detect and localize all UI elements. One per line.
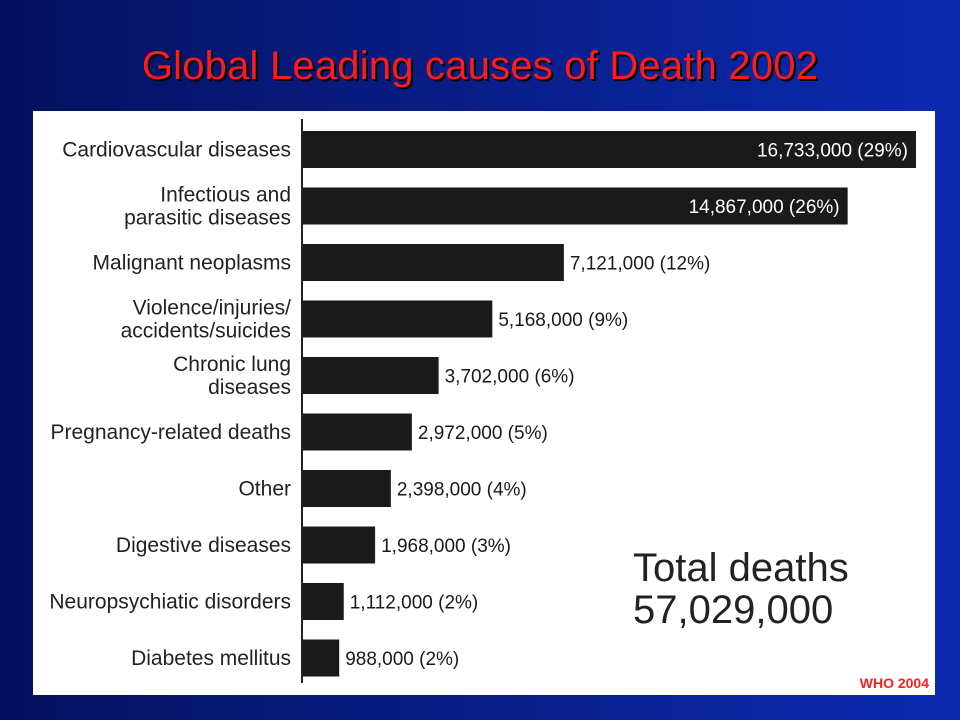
category-label-line: Cardiovascular diseases	[62, 138, 291, 162]
data-label-3: 5,168,000 (9%)	[498, 310, 629, 331]
bar-7	[303, 527, 375, 564]
category-label-2	[93, 252, 291, 275]
category-label-5	[51, 421, 292, 444]
category-label-4	[173, 353, 291, 399]
category-label-7	[116, 534, 291, 557]
bar-6	[303, 470, 391, 507]
category-label-line: parasitic diseases	[124, 206, 291, 230]
data-label-5: 2,972,000 (5%)	[417, 423, 548, 444]
category-label-line: diseases	[208, 376, 291, 399]
data-label-2: 7,121,000 (12%)	[569, 253, 711, 275]
data-label-4: 3,702,000 (6%)	[444, 366, 575, 388]
bar-5	[303, 414, 412, 451]
bar-2	[303, 244, 564, 281]
data-label-9: 988,000 (2%)	[345, 649, 460, 670]
total-deaths-value: 57,029,000	[633, 588, 834, 632]
category-label-line: Neuropsychiatic disorders	[49, 590, 291, 614]
bar-9	[303, 640, 339, 677]
category-label-6	[238, 478, 291, 501]
category-label-line: Violence/injuries/	[132, 296, 291, 320]
category-label-line: Diabetes mellitus	[131, 647, 291, 670]
category-label-line: Digestive diseases	[115, 534, 291, 557]
bar-3	[303, 301, 492, 338]
category-label-3	[121, 297, 292, 343]
page-title: Global Leading causes of Death 2002	[141, 44, 819, 88]
category-label-8	[49, 591, 291, 614]
category-label-line: Infectious and	[160, 183, 291, 207]
data-label-7: 1,968,000 (3%)	[381, 536, 512, 557]
category-label-line: accidents/suicides	[120, 319, 291, 343]
data-label-8: 1,112,000 (2%)	[349, 592, 479, 614]
bar-chart	[33, 111, 935, 695]
category-label-9	[131, 647, 291, 670]
category-label-line: Chronic lung	[173, 353, 291, 376]
category-label-line: Other	[238, 477, 291, 501]
data-label-6: 2,398,000 (4%)	[396, 479, 527, 501]
bar-8	[303, 583, 344, 620]
category-label-1	[124, 184, 291, 230]
category-label-0	[62, 139, 291, 162]
source-label: WHO 2004	[859, 675, 929, 691]
data-label-1: 14,867,000 (26%)	[688, 197, 840, 218]
data-label-0: 16,733,000 (29%)	[756, 140, 908, 162]
total-deaths-label: Total deaths	[633, 546, 849, 590]
chart-panel	[33, 111, 935, 695]
category-label-line: Pregnancy-related deaths	[50, 421, 291, 444]
bar-4	[303, 357, 439, 394]
category-label-line: Malignant neoplasms	[92, 251, 291, 275]
